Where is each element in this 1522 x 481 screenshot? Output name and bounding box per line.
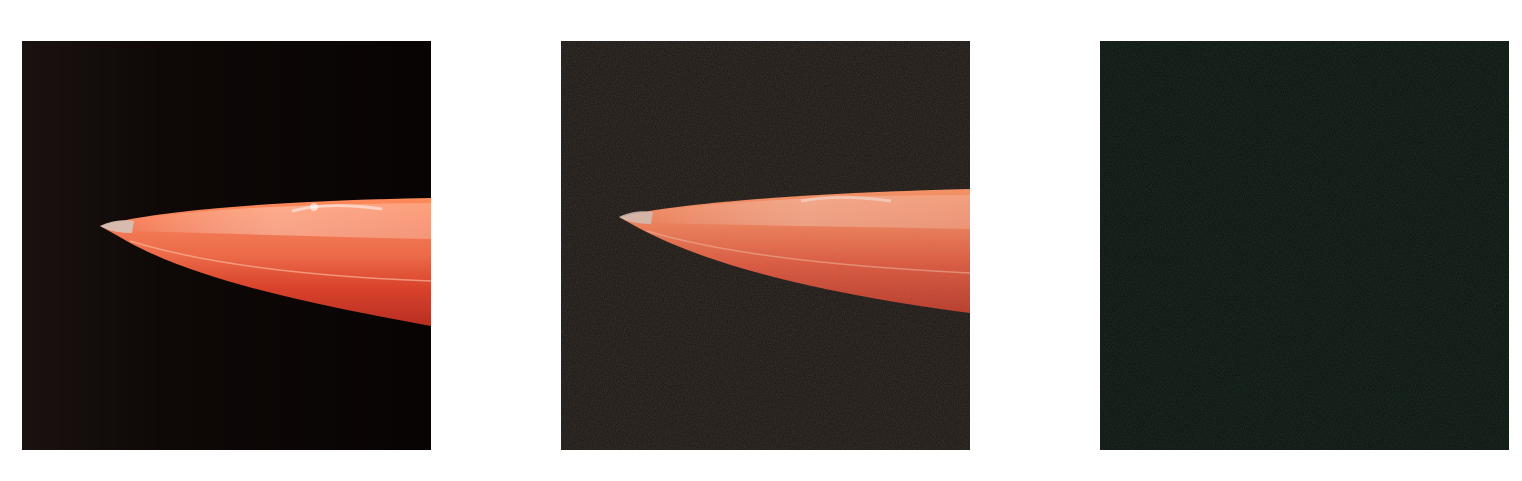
tip-image-clean: [22, 41, 431, 450]
image-panel-noisy: [561, 41, 970, 450]
image-panel-clean: [22, 41, 431, 450]
image-panel-noise: [1100, 41, 1509, 450]
noise-image: [1100, 41, 1509, 450]
tip-image-noisy: [561, 41, 970, 450]
